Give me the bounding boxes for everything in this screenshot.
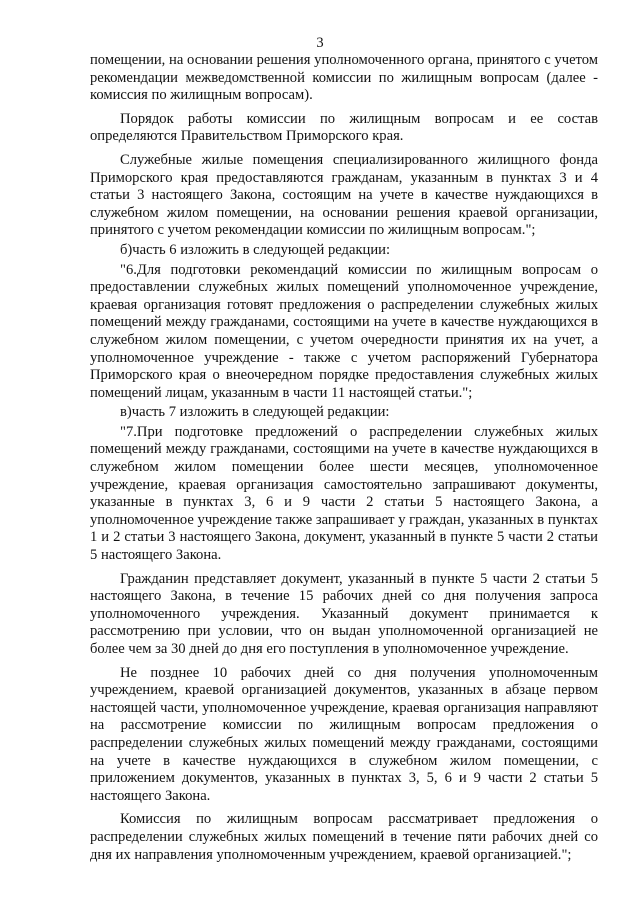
paragraph-3: Служебные жилые помещения специализированного жилищного фонда Приморского края предоставляются гражданам, указанным в пунктах 3 и 4 статьи 3 настоящего Закона, состоящим на учете в качестве нуждающихся в служебном жилом помещении, на основании решения краевой организации, принятого с учетом рекомендации комиссии по жилищным вопросам.";	[90, 151, 598, 239]
page-number: 3	[316, 35, 324, 51]
paragraph-10: Комиссия по жилищным вопросам рассматривает предложения о распределении служебных жилых помещений в течение пяти рабочих дней со дня их направления уполномоченным учреждением, краевой организацией.";	[90, 811, 598, 863]
paragraph-4: б)часть 6 изложить в следующей редакции:	[120, 241, 391, 258]
document-body	[90, 52, 598, 864]
paragraph-2: Порядок работы комиссии по жилищным вопросам и ее состав определяются Правительством Приморского края.	[90, 110, 598, 145]
paragraph-5: "6.Для подготовки рекомендаций комиссии по жилищным вопросам о предоставлении служебных жилых помещений уполномоченное учреждение, краевая организация готовят предложения о распределении служебных жилых помещений между гражданами, состоящими на учете в качестве нуждающихся в служебном жилом помещении, с учетом очередности принятия их на учет, а уполномоченное учреждение - также с учетом распоряжений Губернатора Приморского края о внеочередном порядке предоставления служебных жилых помещений лицам, указанным в части 11 настоящей статьи.";	[90, 261, 598, 401]
paragraph-1: помещении, на основании решения уполномоченного органа, принятого с учетом рекомендации межведомственной комиссии по жилищным вопросам (далее - комиссия по жилищным вопросам).	[90, 52, 598, 104]
paragraph-6: в)часть 7 изложить в следующей редакции:	[120, 404, 390, 421]
paragraph-8: Гражданин представляет документ, указанный в пункте 5 части 2 статьи 5 настоящего Закона, в течение 15 рабочих дней со дня получения запроса уполномоченного учреждения. Указанный документ принимается к рассмотрению при условии, что он выдан уполномоченной организацией не более чем за 30 дней до дня его поступления в уполномоченное учреждение.	[90, 570, 598, 657]
paragraph-7: "7.При подготовке предложений о распределении служебных жилых помещений между гражданами, состоящими на учете в качестве нуждающихся в служебном жилом помещении более шести месяцев, уполномоченное учреждение, краевая организация самостоятельно запрашивают документы, указанные в пунктах 3, 6 и 9 части 2 статьи 5 настоящего Закона, а уполномоченное учреждение также запрашивает у граждан, указанных в пунктах 1 и 2 статьи 3 настоящего Закона, документ, указанный в пункте 5 части 2 статьи 5 настоящего Закона.	[90, 423, 598, 564]
paragraph-9: Не позднее 10 рабочих дней со дня получения уполномоченным учреждением, краевой организацией документов, указанных в абзаце первом настоящей части, уполномоченное учреждение, краевая организация направляют на рассмотрение комиссии по жилищным вопросам предложения о распределении служебных жилых помещений между гражданами, состоящими на учете в качестве нуждающихся в служебном жилом помещении, с приложением документов, указанных в пунктах 3, 5, 6 и 9 части 2 статьи 5 настоящего Закона.	[90, 664, 598, 804]
